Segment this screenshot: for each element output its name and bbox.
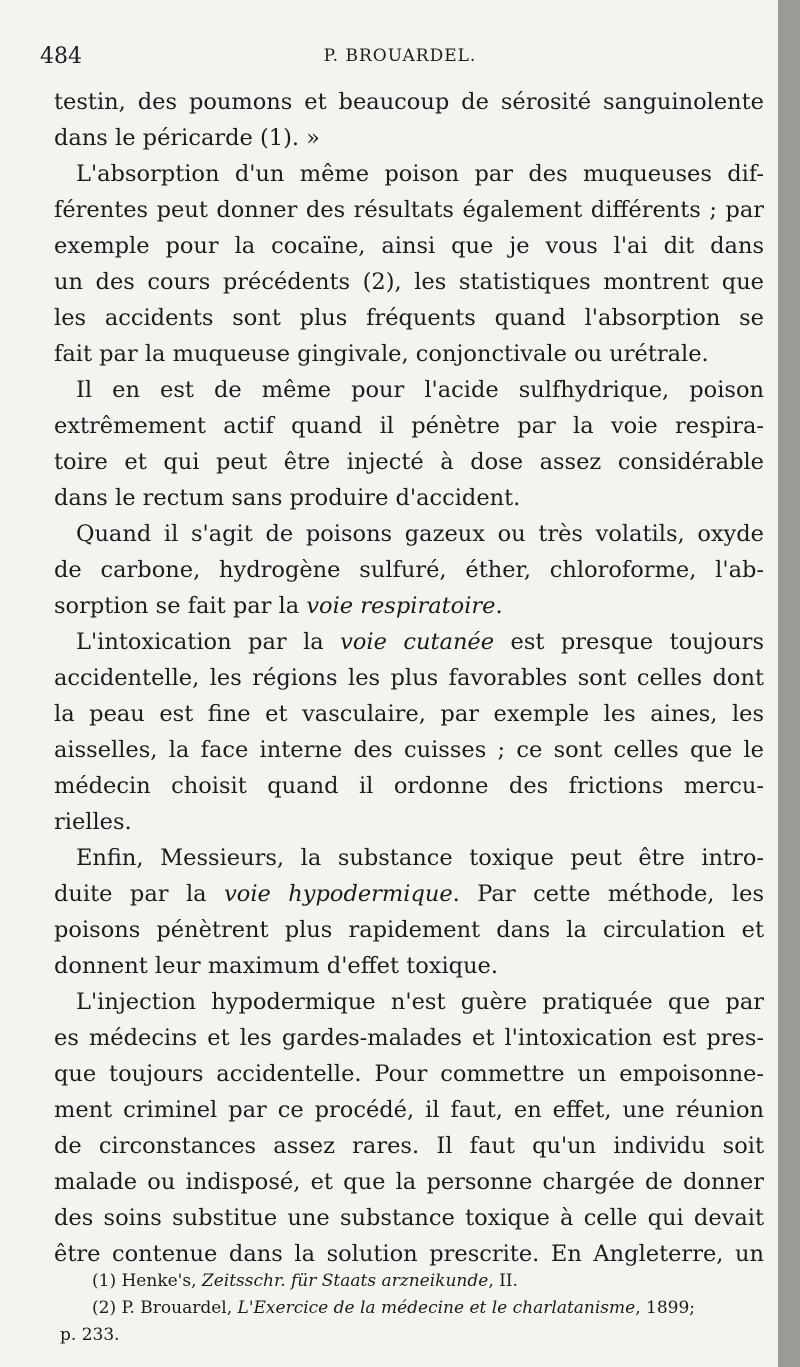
text-line-text: duite par la	[54, 881, 225, 907]
text-line-italic: voie hypodermique	[224, 881, 453, 907]
text-line: fait par la muqueuse gingivale, conjonctivale ou urétrale.	[54, 341, 709, 367]
text-line: des soins substitue une substance toxique à celle qui devait	[54, 1205, 764, 1231]
footnotes	[60, 1268, 760, 1349]
text-line	[54, 624, 764, 660]
text-line-text: .	[495, 593, 503, 619]
text-line: testin, des poumons et beaucoup de sérosité sanguinolente	[54, 89, 764, 115]
page-number: 484	[40, 44, 82, 69]
text-line: Quand il s'agit de poisons gazeux ou très volatils, oxyde	[76, 521, 764, 547]
text-line: malade ou indisposé, et que la personne chargée de donner	[54, 1169, 764, 1195]
text-line: ment criminel par ce procédé, il faut, en effet, une réunion	[54, 1097, 764, 1123]
text-line: de circonstances assez rares. Il faut qu'un individu soit	[54, 1133, 764, 1159]
footnote-line-italic: L'Exercice de la médecine et le charlatanisme	[237, 1298, 636, 1318]
footnote-line	[60, 1295, 760, 1322]
text-line: Enfin, Messieurs, la substance toxique peut être intro-	[76, 845, 764, 871]
footnote-line	[60, 1322, 760, 1349]
text-line-text: est presque toujours	[494, 629, 764, 655]
text-line: L'absorption d'un même poison par des muqueuses dif-	[76, 161, 764, 187]
footnote-line-italic: Zeitsschr. für Staats arzneikunde	[201, 1271, 489, 1291]
text-line: un des cours précédents (2), les statistiques montrent que	[54, 269, 764, 295]
text-line: L'injection hypodermique n'est guère pratiquée que par	[76, 989, 764, 1015]
text-line: la peau est fine et vasculaire, par exemple les aines, les	[54, 701, 764, 727]
footnote-line-text: , II.	[488, 1271, 518, 1291]
text-line-text: sorption se fait par la	[54, 593, 307, 619]
text-line-italic: voie respiratoire	[306, 593, 496, 619]
footnote-line	[60, 1268, 760, 1295]
text-line: extrêmement actif quand il pénètre par la voie respira-	[54, 413, 764, 439]
page-header	[40, 44, 760, 78]
text-line: médecin choisit quand il ordonne des frictions mercu-	[54, 773, 764, 799]
text-line: toire et qui peut être injecté à dose assez considérable	[54, 449, 764, 475]
text-line: les accidents sont plus fréquents quand l'absorption se	[54, 305, 764, 331]
text-line	[54, 588, 764, 624]
body-text	[54, 84, 764, 1272]
text-line: es médecins et les gardes-malades et l'intoxication est pres-	[54, 1025, 764, 1051]
text-line: donnent leur maximum d'effet toxique.	[54, 953, 499, 979]
text-line: Il en est de même pour l'acide sulfhydrique, poison	[76, 377, 764, 403]
text-line: rielles.	[54, 809, 132, 835]
footnote-line-text: , 1899;	[635, 1298, 696, 1318]
text-line: accidentelle, les régions les plus favorables sont celles dont	[54, 665, 764, 691]
text-line: de carbone, hydrogène sulfuré, éther, chloroforme, l'ab-	[54, 557, 764, 583]
text-line: dans le péricarde (1). »	[54, 125, 320, 151]
text-line: que toujours accidentelle. Pour commettre un empoisonne-	[54, 1061, 764, 1087]
text-line: être contenue dans la solution prescrite. En Angleterre, un	[54, 1241, 764, 1267]
footnote-line-text: (1) Henke's,	[92, 1271, 202, 1291]
footnote-line-text: (2) P. Brouardel,	[92, 1298, 238, 1318]
text-line: aisselles, la face interne des cuisses ; ce sont celles que le	[54, 737, 764, 763]
text-line: dans le rectum sans produire d'accident.	[54, 485, 521, 511]
text-line-text: L'intoxication par la	[76, 629, 341, 655]
running-head: P. BROUARDEL.	[323, 46, 477, 66]
text-line: férentes peut donner des résultats également différents ; par	[54, 197, 764, 223]
text-line-text: . Par cette méthode, les	[452, 881, 764, 907]
text-line-italic: voie cutanée	[340, 629, 495, 655]
footnote-line-text: p. 233.	[60, 1325, 120, 1345]
text-line	[54, 876, 764, 912]
text-line: exemple pour la cocaïne, ainsi que je vous l'ai dit dans	[54, 233, 764, 259]
text-line: poisons pénètrent plus rapidement dans la circulation et	[54, 917, 764, 943]
